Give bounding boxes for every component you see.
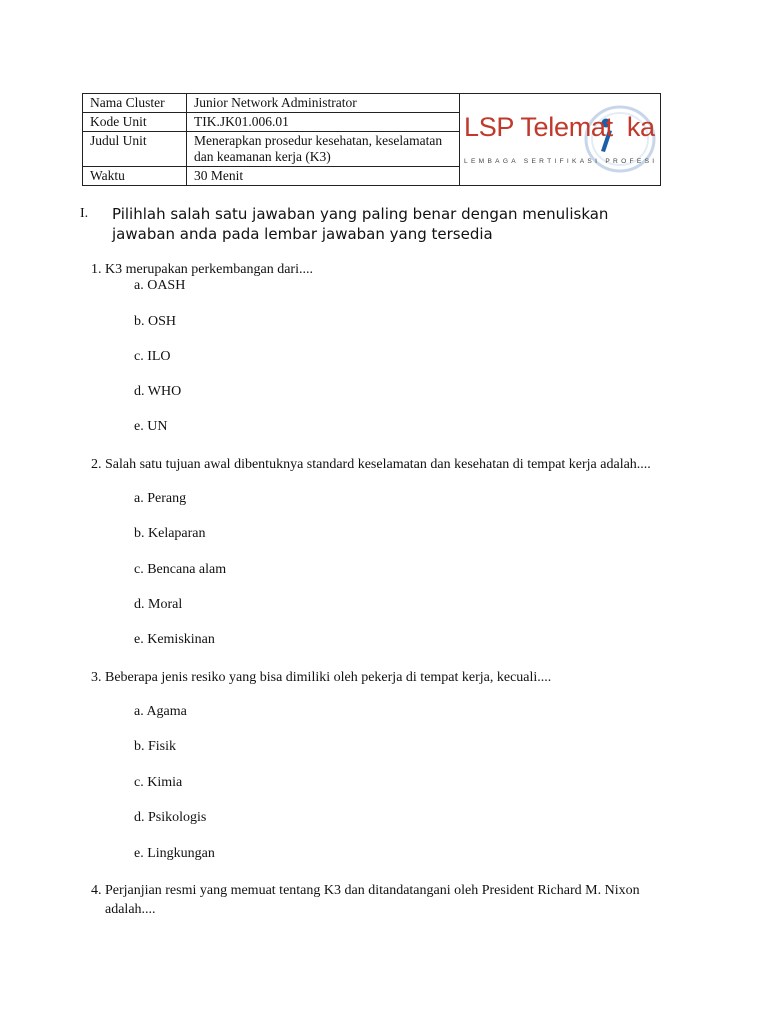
question-2 (91, 455, 671, 474)
header-row-cluster (83, 94, 661, 113)
question-3 (91, 668, 671, 687)
question-text: 4. Perjanjian resmi yang memuat tentang K3 dan ditandatangani oleh President Richard M. Nixon adalah.... (91, 883, 640, 917)
option: c. Kimia (134, 775, 183, 790)
header-value: Junior Network Administrator (187, 94, 460, 113)
header-table (82, 93, 661, 186)
option: e. UN (134, 419, 168, 434)
question-text: 1. K3 merupakan perkembangan dari.... (91, 262, 313, 277)
header-label: Waktu (83, 167, 187, 186)
option: c. ILO (134, 349, 171, 364)
option: e. Kemiskinan (134, 632, 215, 647)
option: d. Moral (134, 597, 183, 612)
option: b. Fisik (134, 739, 177, 754)
option: c. Bencana alam (134, 562, 227, 577)
header-label: Nama Cluster (83, 94, 187, 113)
option: a. OASH (134, 278, 186, 293)
header-value: TIK.JK01.006.01 (187, 113, 460, 132)
logo-subtitle: LEMBAGA SERTIFIKASI PROFESI (464, 157, 658, 165)
header-value: Menerapkan prosedur kesehatan, keselamatan dan keamanan kerja (K3) (187, 132, 460, 167)
section-title: Pilihlah salah satu jawaban yang paling benar dengan menuliskan jawaban anda pada lembar jawaban yang tersedia (112, 205, 609, 243)
logo-wordmark: LSP Telemat ka (464, 111, 655, 142)
lsp-telematika-logo (460, 95, 660, 185)
question-text: 3. Beberapa jenis resiko yang bisa dimiliki oleh pekerja di tempat kerja, kecuali.... (91, 670, 552, 685)
section-number: I. (80, 206, 89, 221)
option: d. WHO (134, 384, 182, 399)
option: a. Perang (134, 491, 187, 506)
question-text: 2. Salah satu tujuan awal dibentuknya standard keselamatan dan kesehatan di tempat kerja adalah.... (91, 457, 651, 472)
header-label: Judul Unit (83, 132, 187, 167)
header-label: Kode Unit (83, 113, 187, 132)
question-4 (91, 881, 671, 919)
logo-cell (460, 94, 661, 186)
option: b. OSH (134, 314, 177, 329)
header-value: 30 Menit (187, 167, 460, 186)
option: d. Psikologis (134, 810, 207, 825)
option: a. Agama (134, 704, 187, 719)
option: e. Lingkungan (134, 846, 215, 861)
option: b. Kelaparan (134, 526, 206, 541)
